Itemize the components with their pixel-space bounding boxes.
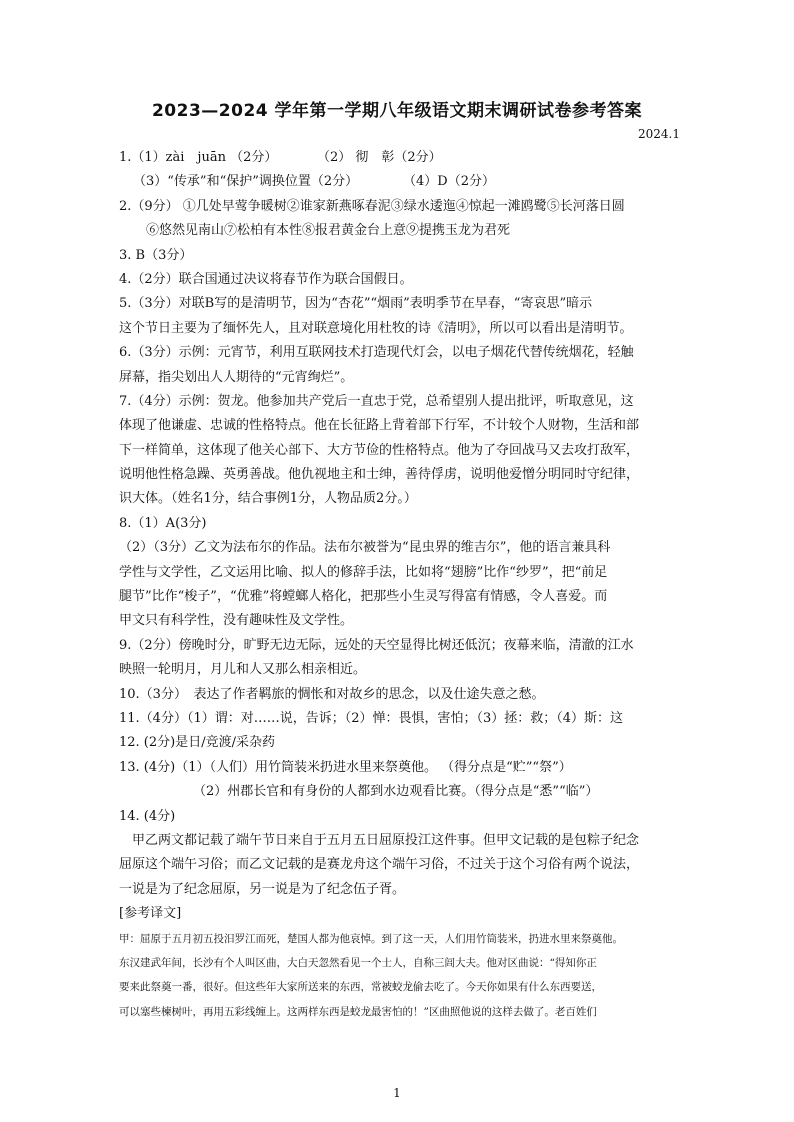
answer-q8-line2: （2）（3分）乙文为法布尔的作品。法布尔被誉为“昆虫界的维吉尔”，他的语言兼具科 [119,540,611,556]
answer-q1-part3: （3）“传承”和“保护”调换位置（2分） [133,174,359,190]
answer-q10: 10.（3分） 表达了作者羁旅的惆怅和对故乡的思念，以及仕途失意之愁。 [119,686,545,702]
translation-line1: 甲：屈原于五月初五投汨罗江而死，楚国人都为他哀悼。到了这一天，人们用竹筒装米，扔进水里来祭奠他。 [119,932,623,945]
answer-q13-line2: （2）州郡长官和有身份的人都到水边观看比赛。（得分点是“悉”“临”） [193,784,599,800]
answer-q1-line1 [119,146,679,170]
answer-q9-line1: 9.（2分）傍晚时分，旷野无边无际，远处的天空显得比树还低沉；夜幕来临，清澈的江水 [119,637,634,653]
answer-q7-line5: 识大体。（姓名1分，结合事例1分，人物品质2分。） [119,491,417,507]
translation-line2: 东汉建武年间，长沙有个人叫区曲，大白天忽然看见一个士人，自称三闾大夫。他对区曲说：“得知你正 [119,956,597,969]
answer-q2-line2: ⑥悠然见南山⑦松柏有本性⑧报君黄金台上意⑨提携玉龙为君死 [146,223,511,239]
page-title: 2023—2024 学年第一学期八年级语文期末调研试卷参考答案 [151,101,643,121]
answer-q8-line4: 腿节”比作“梭子”，“优雅”将螳螂人格化，把那些小生灵写得富有情感，令人喜爱。而 [119,589,608,605]
translation-line4: 可以塞些楝树叶，再用五彩线缠上。这两样东西是蛟龙最害怕的！”区曲照他说的这样去做了。老百姓们 [119,1005,597,1018]
answer-q6-line1: 6.（3分）示例：元宵节，利用互联网技术打造现代灯会，以电子烟花代替传统烟花，轻触 [119,345,634,361]
answer-q1-part1: 1.（1）zài juān （2分） [119,150,278,165]
answer-q13-line1: 13. (4分)（1）（人们）用竹筒装米扔进水里来祭奠他。 （得分点是“贮”“祭”） [119,759,572,775]
answer-q7-line3: 下一样简单，这体现了他关心部下、大方节俭的性格特点。他为了夺回战马又去攻打敌军， [119,442,640,458]
answer-q7-line2: 体现了他谦虚、忠诚的性格特点。他在长征路上背着部下行军，不计较个人财物，生活和部 [119,418,640,434]
answer-q3: 3. B（3分） [119,247,193,263]
answer-q8-line1: 8.（1）A(3分) [119,515,207,531]
answer-q1-part2: （2） 彻 彰（2分） [317,150,442,165]
translation-line3: 要来此祭奠一番，很好。但这些年大家所送来的东西，常被蛟龙偷去吃了。今天你如果有什么东西要送， [119,981,602,994]
exam-date: 2024.1 [638,127,680,141]
page-number: 1 [393,1086,401,1100]
answer-q8-line5: 甲文只有科学性，没有趣味性及文学性。 [119,613,354,629]
answer-q5-line2: 这个节日主要为了缅怀先人，且对联意境化用杜牧的诗《清明》，所以可以看出是清明节。 [119,320,633,336]
answer-q14-line3: 一说是为了纪念屈原，另一说是为了纪念伍子胥。 [119,881,406,897]
answer-q11: 11.（4分）（1）谓：对……说，告诉；（2）惮：畏惧，害怕；（3）拯：救；（4）斯：这 [119,710,624,726]
answer-q1-line2 [119,170,679,194]
answer-q9-line2: 映照一轮明月，月儿和人又那么相亲相近。 [119,662,367,678]
answer-q7-line4: 说明他性格急躁、英勇善战。他仇视地主和士绅，善待俘虏，说明他爱憎分明同时守纪律， [119,467,640,483]
answer-q14-line2: 屈原这个端午习俗；而乙文记载的是赛龙舟这个端午习俗，不过关于这个习俗有两个说法， [119,857,640,873]
answer-q8-line3: 学性与文学性，乙文运用比喻、拟人的修辞手法，比如将“翅膀”比作“纱罗”，把“前足 [119,564,608,580]
answer-q1-part4: （4）D（2分） [403,174,495,190]
answer-q12: 12. (2分)是日/竞渡/采杂药 [119,735,275,751]
answer-q7-line1: 7.（4分）示例：贺龙。他参加共产党后一直忠于党，总希望别人提出批评，听取意见，这 [119,393,634,409]
answer-q4: 4.（2分）联合国通过决议将春节作为联合国假日。 [119,271,413,287]
answer-q5-line1: 5.（3分）对联B写的是清明节，因为“杏花”“烟雨”表明季节在早春，“寄哀思”暗示 [119,296,593,312]
answer-q14-line1: 甲乙两文都记载了端午节日来自于五月五日屈原投江这件事。但甲文记载的是包粽子纪念 [132,832,640,848]
translation-heading: [参考译文] [119,906,182,922]
answer-q2-line1: 2.（9分） ①几处早莺争暖树②谁家新燕啄春泥③绿水逶迤④惊起一滩鸥鹭⑤长河落日圆 [119,198,625,214]
answer-q14-heading: 14. (4分) [119,808,176,824]
answer-content [119,146,679,1024]
answer-q6-line2: 屏幕，指尖划出人人期待的“元宵绚烂”。 [119,369,354,385]
